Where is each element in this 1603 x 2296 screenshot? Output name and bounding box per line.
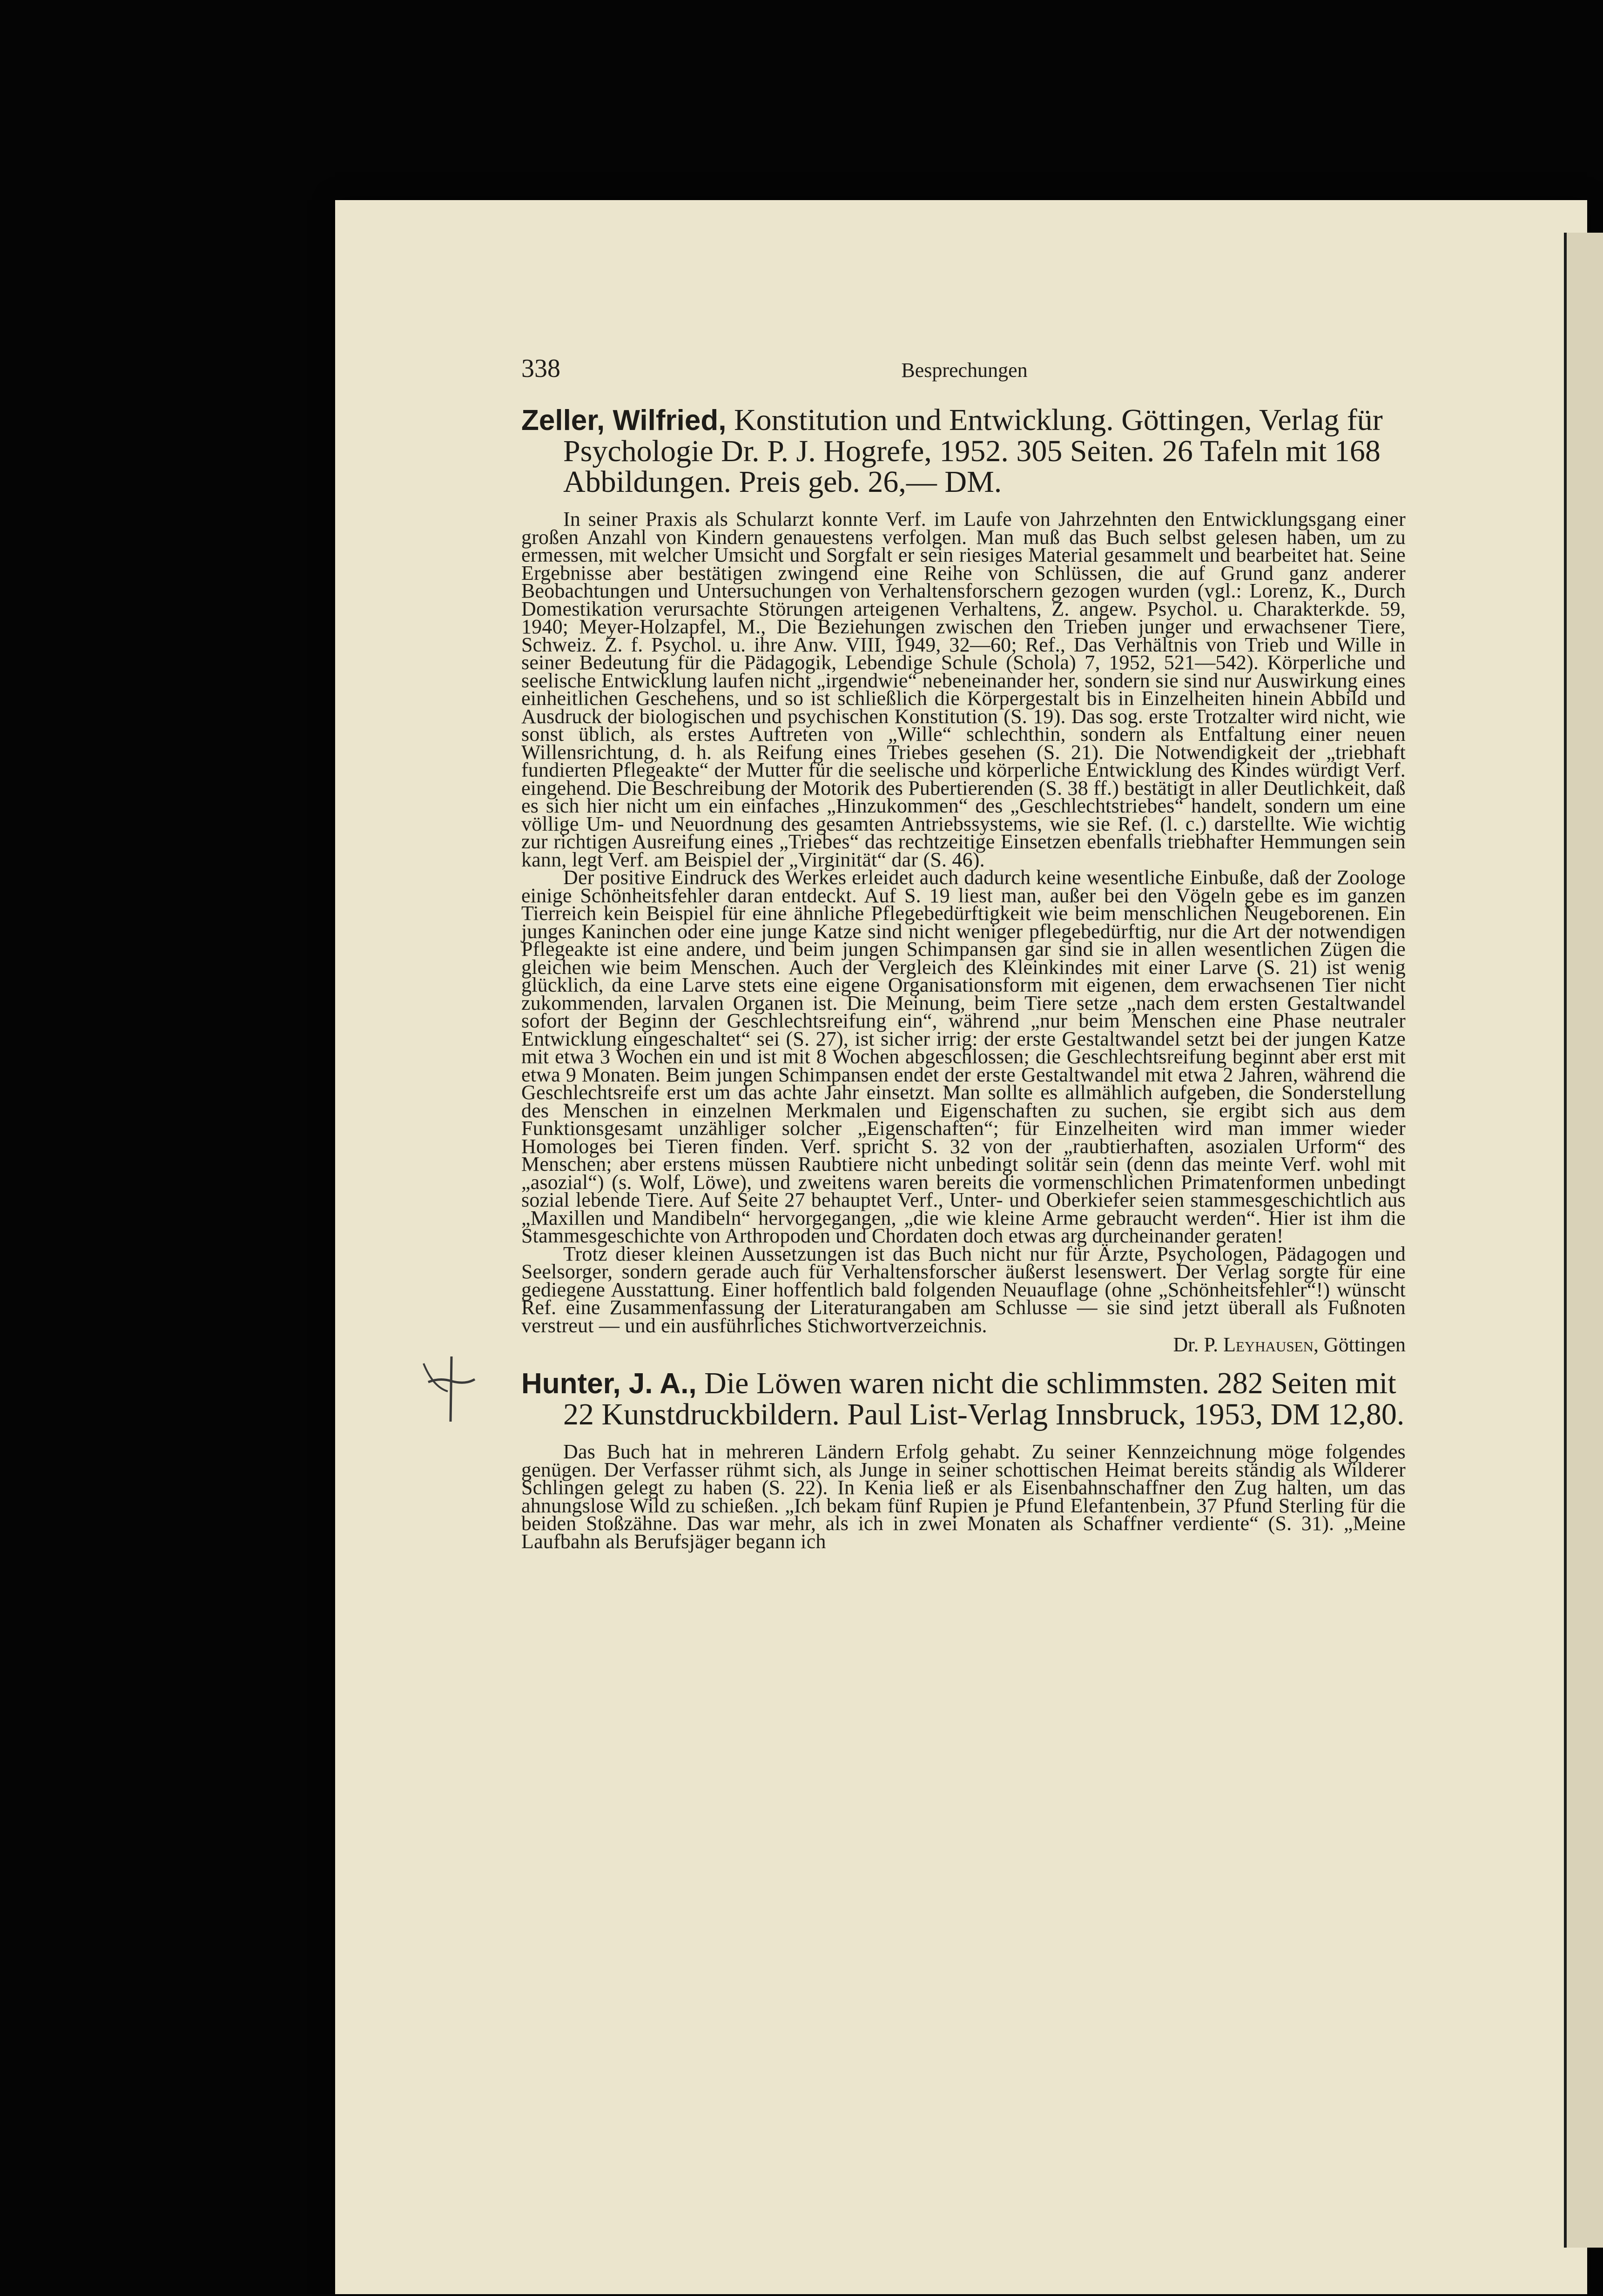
- reviewer-name: Leyhausen: [1223, 1333, 1314, 1356]
- entry-bibliographic-info: Konstitution und Entwicklung. Göttingen, Verlag für Psychologie Dr. P. J. Hogrefe, 1952. 305 Seiten. 26 Tafeln mit 168 Abbildungen. Preis geb. 26,— DM.: [563, 403, 1383, 499]
- reviewer-title: Dr. P.: [1173, 1333, 1219, 1356]
- page-content: [521, 354, 1406, 1551]
- page-number: 338: [521, 354, 560, 383]
- reviewer-place: , Göttingen: [1313, 1333, 1406, 1356]
- running-head: Besprechungen: [901, 359, 1028, 382]
- review-zeller: [521, 405, 1406, 1354]
- entry-author: Zeller, Wilfried,: [521, 404, 727, 436]
- pencil-margin-mark-icon: [419, 1354, 484, 1424]
- facing-page-edge: [1564, 233, 1603, 2248]
- review-paragraph: Trotz dieser kleinen Aussetzungen ist das Buch nicht nur für Ärzte, Psychologen, Pädagogen und Seelsorger, sondern gerade auch für Verhaltensforscher äußerst lesenswert. Der Verlag sorgte für eine gediegene Ausstattung. Einer hoffentlich bald folgenden Neuauflage (ohne „Schönheitsfehler“!) wünscht Ref. eine Zusammenfassung der Literaturangaben am Schlusse — sie sind jetzt überall als Fußnoten verstreut — und ein ausführliches Stichwortverzeichnis.: [521, 1242, 1406, 1337]
- page-header: [521, 354, 1406, 391]
- entry-bibliographic-info: Die Löwen waren nicht die schlimmsten. 282 Seiten mit 22 Kunstdruckbildern. Paul List-Verlag Innsbruck, 1953, DM 12,80.: [563, 1366, 1405, 1431]
- reviewer-signature: [521, 1333, 1406, 1356]
- review-hunter: [521, 1368, 1406, 1551]
- entry-author: Hunter, J. A.,: [521, 1368, 697, 1400]
- review-paragraph: Das Buch hat in mehreren Ländern Erfolg gehabt. Zu seiner Kennzeichnung möge folgendes genügen. Der Verfasser rühmt sich, als Junge in seiner schottischen Heimat bereits ständig als Wilderer Schlingen gelegt zu haben (S. 22). In Kenia ließ er als Eisenbahnschaffner den Zug halten, um das ahnungslose Wild zu schießen. „Ich bekam fünf Rupien je Pfund Elefantenbein, 37 Pfund Sterling für die beiden Stoßzähne. Das war mehr, als ich in zwei Monaten als Schaffner verdiente“ (S. 31). „Meine Laufbahn als Berufsjäger begann ich: [521, 1440, 1406, 1553]
- entry-title: [521, 405, 1406, 497]
- review-paragraph: Der positive Eindruck des Werkes erleidet auch dadurch keine wesentliche Einbuße, daß der Zoologe einige Schönheitsfehler daran entdeckt. Auf S. 19 liest man, außer bei den Vögeln gebe es im ganzen Tierreich kein Beispiel für eine ähnliche Pflegebedürftigkeit wie beim menschlichen Neugeborenen. Ein junges Kaninchen oder eine junge Katze sind nicht weniger pflegebedürftig, nur die Art der notwendigen Pflegeakte ist eine andere, und beim jungen Schimpansen gar sind sie in allen wesentlichen Zügen die gleichen wie beim Menschen. Auch der Vergleich des Kleinkindes mit einer Larve (S. 21) ist wenig glücklich, da eine Larve stets eine eigene Organisationsform mit eigenen, dem erwachsenen Tier nicht zukommenden, larvalen Organen ist. Die Meinung, beim Tiere setze „nach dem ersten Gestaltwandel sofort der Beginn der Geschlechtsreifung ein“, während „nur beim Menschen eine Phase neutraler Entwicklung eingeschaltet“ sei (S. 27), ist sicher irrig: der erste Gestaltwandel setzt bei der jungen Katze mit etwa 3 Wochen ein und ist mit 8 Wochen abgeschlossen; die Geschlechtsreifung beginnt aber erst mit etwa 9 Monaten. Beim jungen Schimpansen endet der erste Gestaltwandel mit etwa 2 Jahren, während die Geschlechtsreife erst um das achte Jahr einsetzt. Man sollte es allmählich aufgeben, die Sonderstellung des Menschen in einzelnen Merkmalen und Eigenschaften zu suchen, sie ergibt sich aus dem Funktionsgesamt unzähliger solcher „Eigenschaften“; für Einzelheiten wird man immer wieder Homologes bei Tieren finden. Verf. spricht S. 32 von der „raubtierhaften, asozialen Urform“ des Menschen; aber erstens müssen Raubtiere nicht unbedingt solitär sein (denn das meinte Verf. wohl mit „asozial“) (s. Wolf, Löwe), und zweitens waren bereits die vormenschlichen Primatenformen unbedingt sozial lebende Tiere. Auf Seite 27 behauptet Verf., Unter- und Oberkiefer seien stammesgeschichtlich aus „Maxillen und Mandibeln“ hervorgegangen, „die wie kleine Arme gebraucht werden“. Hier ist ihm die Stammesgeschichte von Arthropoden und Chordaten doch etwas arg durcheinander geraten!: [521, 866, 1406, 1247]
- entry-title: [521, 1368, 1406, 1430]
- review-paragraph: In seiner Praxis als Schularzt konnte Verf. im Laufe von Jahrzehnten den Entwicklungsgang einer großen Anzahl von Kindern genauestens verfolgen. Man muß das Buch selbst gelesen haben, um zu ermessen, mit welcher Umsicht und Sorgfalt er sein riesiges Material gesammelt und bearbeitet hat. Seine Ergebnisse aber bestätigen zwingend eine Reihe von Schlüssen, die auf Grund ganz anderer Beobachtungen und Untersuchungen von Verhaltensforschern gezogen wurden (vgl.: Lorenz, K., Durch Domestikation verursachte Störungen arteigenen Verhaltens, Z. angew. Psychol. u. Charakterkde. 59, 1940; Meyer-Holzapfel, M., Die Beziehungen zwischen den Trieben junger und erwachsener Tiere, Schweiz. Z. f. Psychol. u. ihre Anw. VIII, 1949, 32—60; Ref., Das Verhältnis von Trieb und Wille in seiner Bedeutung für die Pädagogik, Lebendige Schule (Schola) 7, 1952, 521—542). Körperliche und seelische Entwicklung laufen nicht „irgendwie“ nebeneinander her, sondern sie sind nur Auswirkung eines einheitlichen Geschehens, und so ist schließlich die Körpergestalt bis in Einzelheiten hinein Abbild und Ausdruck der biologischen und psychischen Konstitution (S. 19). Das sog. erste Trotzalter wird nicht, wie sonst üblich, als erstes Auftreten von „Wille“ schlechthin, sondern als Entfaltung einer neuen Willensrichtung, d. h. als Reifung eines Triebes gesehen (S. 21). Die Notwendigkeit der „triebhaft fundierten Pflegeakte“ der Mutter für die seelische und körperliche Entwicklung des Kindes würdigt Verf. eingehend. Die Beschreibung der Motorik des Pubertierenden (S. 38 ff.) bestätigt in aller Deutlichkeit, daß es sich hier nicht um ein einfaches „Hinzukommen“ des „Geschlechtstriebes“ handelt, sondern um eine völlige Um- und Neuordnung des gesamten Antriebssystems, wie sie Ref. (l. c.) darstellte. Wie wichtig zur richtigen Ausreifung eines „Triebes“ das rechtzeitige Einsetzen ebenfalls triebhafter Hemmungen sein kann, legt Verf. am Beispiel der „Virginität“ dar (S. 46).: [521, 508, 1406, 871]
